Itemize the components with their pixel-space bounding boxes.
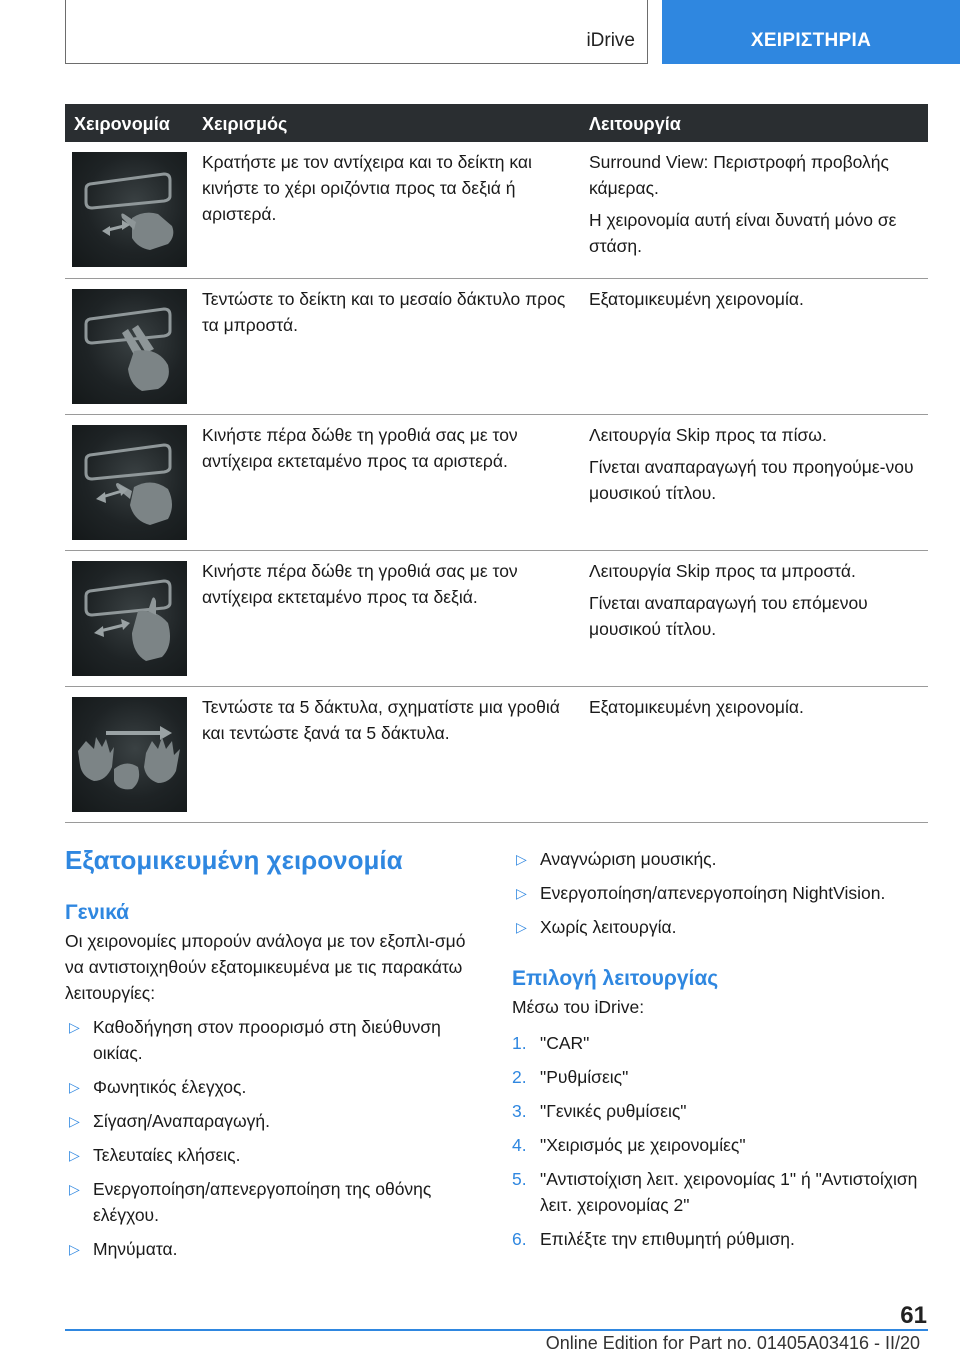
section-title: iDrive: [586, 30, 635, 51]
step-item: 5. "Αντιστοίχιση λειτ. χειρονομίας 1" ή "Αντιστοίχιση λειτ. χειρονομίας 2": [512, 1169, 918, 1215]
fist-swipe-right-gesture-icon: [72, 561, 187, 676]
left-column: [65, 842, 485, 1270]
table-row: [65, 551, 928, 687]
gesture-table: [65, 104, 928, 823]
intro-paragraph: Μέσω του iDrive:: [512, 997, 645, 1017]
intro-paragraph: Οι χειρονομίες μπορούν ανάλογα με τον εξοπλι-σμό να αντιστοιχηθούν εξατομικευμένα με τις παρακάτω λειτουργίες:: [65, 931, 466, 1003]
triangle-bullet-icon: ▷: [69, 1241, 80, 1257]
subsection-heading-select-function: Επιλογή λειτουργίας: [512, 967, 719, 990]
triangle-bullet-icon: ▷: [69, 1113, 80, 1129]
triangle-bullet-icon: ▷: [69, 1181, 80, 1197]
section-heading: Εξατομικευμένη χειρονομία: [65, 845, 403, 875]
step-item: 4. "Χειρισμός με χειρονομίες": [512, 1135, 746, 1155]
action-text: Κρατήστε με τον αντίχειρα και το δείκτη και κινήστε το χέρι οριζόντια προς τα δεξιά ή αριστερά.: [202, 152, 532, 224]
table-row: [65, 279, 928, 415]
list-item: ▷ Ενεργοποίηση/απενεργοποίηση NightVision.: [512, 880, 928, 906]
function-list: [65, 1014, 485, 1262]
triangle-bullet-icon: ▷: [69, 1019, 80, 1035]
steps-list: [512, 1030, 928, 1252]
right-column: [512, 842, 928, 1260]
function-text: Surround View: Περιστροφή προβολής κάμερας. Η χειρονομία αυτή είναι δυνατή μόνο σε στάση.: [589, 152, 897, 256]
step-item: 6. Επιλέξτε την επιθυμητή ρύθμιση.: [512, 1229, 795, 1249]
function-text: Εξατομικευμένη χειρονομία.: [589, 289, 804, 309]
list-item: ▷ Μηνύματα.: [65, 1236, 485, 1262]
table-row: [65, 687, 928, 823]
action-text: Τεντώστε το δείκτη και το μεσαίο δάκτυλο προς τα μπροστά.: [202, 289, 566, 335]
footer-divider: [65, 1329, 928, 1331]
step-item: 3. "Γενικές ρυθμίσεις": [512, 1101, 687, 1121]
chapter-title: ΧΕΙΡΙΣΤΗΡΙΑ: [750, 30, 872, 51]
list-item: ▷ Σίγαση/Αναπαραγωγή.: [65, 1108, 485, 1134]
column-header-function: Λειτουργία: [589, 114, 681, 134]
chapter-tab[interactable]: [662, 0, 960, 64]
fist-swipe-left-gesture-icon: [72, 425, 187, 540]
subsection-heading-general: Γενικά: [65, 901, 130, 924]
horizontal-swipe-gesture-icon: [72, 152, 187, 267]
list-item: ▷ Τελευταίες κλήσεις.: [65, 1142, 485, 1168]
list-item: ▷ Ενεργοποίηση/απενεργοποίηση της οθόνης ελέγχου.: [65, 1176, 485, 1228]
step-item: 1. "CAR": [512, 1033, 590, 1053]
function-list-continued: [512, 846, 928, 940]
function-text: Λειτουργία Skip προς τα μπροστά. Γίνεται αναπαραγωγή του επόμενου μουσικού τίτλου.: [589, 561, 868, 639]
edition-note: Online Edition for Part no. 01405A03416 - II/20: [545, 1333, 920, 1353]
column-header-gesture: Χειρονομία: [74, 114, 170, 134]
table-row: [65, 415, 928, 551]
function-text: Εξατομικευμένη χειρονομία.: [589, 697, 804, 717]
triangle-bullet-icon: ▷: [69, 1147, 80, 1163]
triangle-bullet-icon: ▷: [516, 851, 527, 867]
two-finger-point-gesture-icon: [72, 289, 187, 404]
step-item: 2. "Ρυθμίσεις": [512, 1067, 629, 1087]
triangle-bullet-icon: ▷: [516, 919, 527, 935]
column-header-action: Χειρισμός: [202, 114, 288, 134]
table-row: [65, 142, 928, 279]
open-fist-open-gesture-icon: [72, 697, 187, 812]
action-text: Τεντώστε τα 5 δάκτυλα, σχηματίστε μια γροθιά και τεντώστε ξανά τα 5 δάκτυλα.: [202, 697, 560, 743]
triangle-bullet-icon: ▷: [69, 1079, 80, 1095]
triangle-bullet-icon: ▷: [516, 885, 527, 901]
list-item: ▷ Καθοδήγηση στον προορισμό στη διεύθυνση οικίας.: [65, 1014, 485, 1066]
header-section-box: [65, 0, 648, 64]
action-text: Κινήστε πέρα δώθε τη γροθιά σας με τον αντίχειρα εκτεταμένο προς τα δεξιά.: [202, 561, 518, 607]
list-item: ▷ Αναγνώριση μουσικής.: [512, 846, 928, 872]
function-text: Λειτουργία Skip προς τα πίσω. Γίνεται αναπαραγωγή του προηγούμε-νου μουσικού τίτλου.: [589, 425, 914, 503]
list-item: ▷ Χωρίς λειτουργία.: [512, 914, 928, 940]
table-header: [65, 104, 928, 142]
page-number: 61: [900, 1302, 927, 1329]
action-text: Κινήστε πέρα δώθε τη γροθιά σας με τον αντίχειρα εκτεταμένο προς τα αριστερά.: [202, 425, 518, 471]
list-item: ▷ Φωνητικός έλεγχος.: [65, 1074, 485, 1100]
